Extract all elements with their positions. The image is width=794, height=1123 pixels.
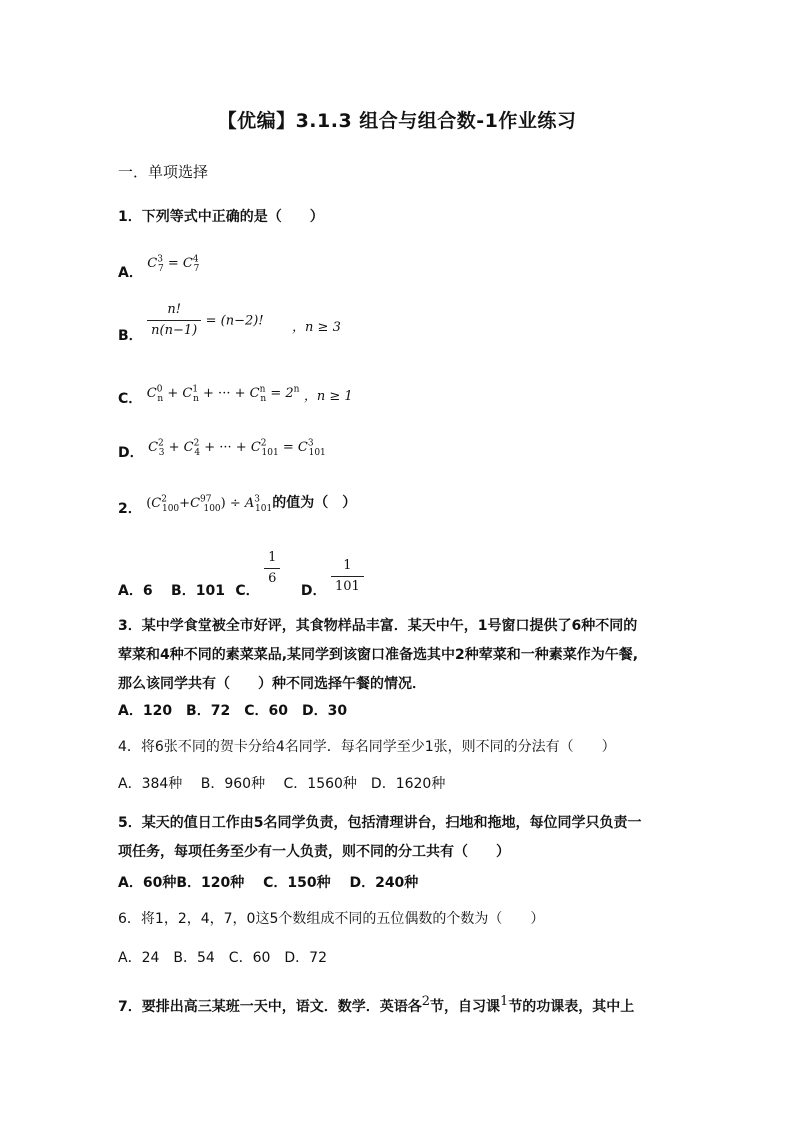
section-heading: 一．单项选择: [118, 163, 209, 181]
formula-q2: $(C^2_{100}+C^{97}_{100}) \div A^3_{101}$: [146, 494, 273, 514]
option-c-fraction: [264, 548, 280, 589]
question-2-tail: 的值为（ ）: [272, 495, 357, 511]
formula-c-condition: ，n ≥ 1: [303, 389, 353, 404]
fraction-numerator: 1: [331, 556, 364, 577]
question-5-line-2: 项任务，每项任务至少有一人负责，则不同的分工共有（ ）: [118, 844, 510, 860]
option-label: C．: [118, 391, 143, 407]
question-2-options: [118, 548, 364, 599]
question-3-line-3: 那么该同学共有（ ）种不同选择午餐的情况．: [118, 676, 426, 692]
formula-a: $C^3_7 = C^4_7$: [147, 254, 200, 274]
question-3-stem: [118, 612, 678, 699]
formula-b-fraction: $\frac{n!}{n(n-1)}$: [147, 300, 201, 341]
option-label: B．: [118, 327, 143, 344]
option-value: 101: [195, 582, 225, 599]
question-5-stem: [118, 809, 678, 867]
question-2-stem: [118, 492, 357, 517]
formula-c: $C^0_n + C^1_n$ + ··· + $C^n_n = 2^n$: [146, 384, 300, 404]
question-5-options: A．60种B．120种 C．150种 D．240种: [118, 875, 419, 891]
question-number: 2．: [118, 501, 142, 517]
page-title: 【优编】3.1.3 组合与组合数-1作业练习: [217, 110, 577, 132]
fraction-numerator: 1: [264, 548, 280, 569]
question-3-line-1: 3．某中学食堂被全市好评，其食物样品丰富．某天中午，1号窗口提供了6种不同的: [118, 618, 638, 634]
question-3-line-2: 荤菜和4种不同的素菜菜品,某同学到该窗口准备选其中2种荤菜和一种素菜作为午餐,: [118, 647, 639, 663]
question-6-options: A．24 B．54 C．60 D．72: [118, 950, 327, 966]
option-label: A．: [118, 265, 143, 281]
formula-b-condition: ，n ≥ 3: [292, 319, 341, 335]
question-7-part-3: 节的功课表，其中上: [508, 999, 635, 1015]
formula-b-rhs: = (n−2)!: [205, 313, 264, 329]
question-7-part-2: 节，自习课: [430, 999, 501, 1015]
option-label: A．: [118, 582, 143, 599]
question-7-part-1: 7．要排出高三某班一天中，语文．数学．英语各: [118, 999, 422, 1015]
option-label: D．: [300, 582, 327, 599]
option-value: 6: [142, 582, 153, 599]
question-1-option-b: [118, 300, 341, 344]
question-1-option-d: [118, 436, 326, 461]
option-d-fraction: [331, 556, 364, 597]
option-label: B．: [171, 582, 196, 599]
question-4-options: A．384种 B．960种 C．1560种 D．1620种: [118, 776, 446, 792]
question-3-options: A．120 B．72 C．60 D．30: [118, 703, 348, 719]
question-6-stem: 6．将1，2，4，7，0这5个数组成不同的五位偶数的个数为（ ）: [118, 911, 545, 927]
formula-d: $C^2_3 + C^2_4$ + ··· + $C^2_{101} = C^3_{101}$: [148, 438, 326, 458]
question-7-stem: [118, 993, 678, 1022]
option-label: D．: [118, 445, 144, 461]
fraction-denominator: 6: [268, 571, 277, 586]
question-1-stem: 1．下列等式中正确的是（ ）: [118, 209, 324, 225]
question-1-option-a: [118, 252, 200, 281]
fraction-denominator: 101: [334, 579, 360, 594]
question-1-option-c: [118, 382, 353, 407]
question-5-line-1: 5．某天的值日工作由5名同学负责，包括清理讲台，扫地和拖地，每位同学只负责一: [118, 815, 642, 831]
question-4-stem: 4．将6张不同的贺卡分给4名同学．每名同学至少1张，则不同的分法有（ ）: [118, 739, 616, 755]
question-7-number-1: 2: [421, 994, 431, 1009]
question-7-number-2: 1: [500, 994, 509, 1009]
option-label: C．: [235, 582, 260, 599]
